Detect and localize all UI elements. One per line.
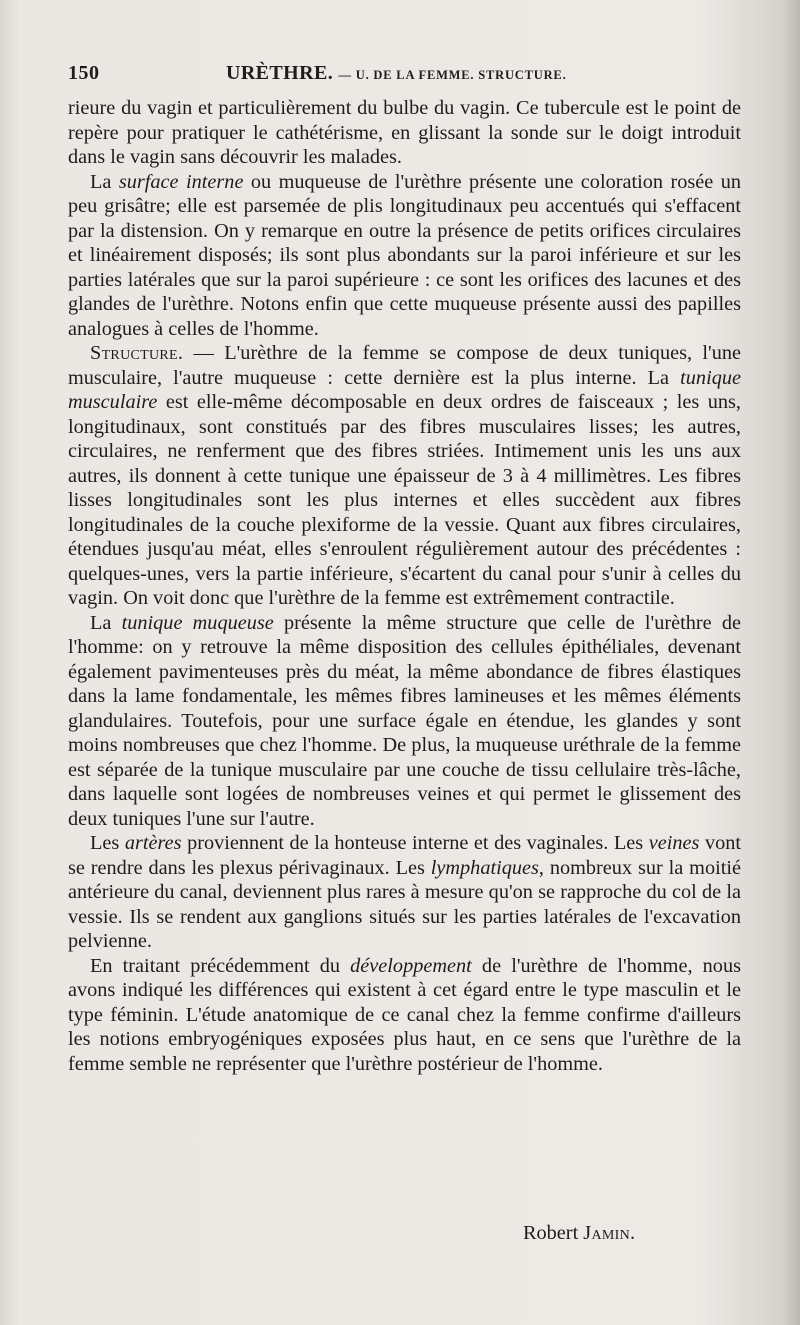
paragraph-lead: Les xyxy=(90,832,125,854)
page-edge-shadow xyxy=(782,0,800,1325)
body-text xyxy=(68,96,741,1076)
running-title xyxy=(226,62,567,85)
paragraph-structure xyxy=(68,341,741,611)
term-arteres: artères xyxy=(124,832,182,854)
term-veines: veines xyxy=(648,832,700,854)
paragraph-text: , nombreux sur la moitié antérieure du canal, deviennent plus rares à mesure qu'on se rapproche du col de la vessie. Ils se rendent aux ganglions situés sur les parties latérales de l'excavation pelvienne. xyxy=(68,856,741,952)
term-surface-interne: surface interne xyxy=(118,170,244,193)
term-tunique-musculaire: tunique musculaire xyxy=(68,366,741,413)
paragraph-lead: La xyxy=(90,611,122,634)
author-signature xyxy=(523,1222,743,1245)
paragraph-tunique-muqueuse xyxy=(68,611,741,832)
paragraph-text: ou muqueuse de l'urèthre présente une coloration rosée un peu grisâtre; elle est parsemée de plis longitudinaux peu accentués qui s'effacent par la distension. On y remarque en outre la présence de petits orifices circulaires et linéairement disposés; ils sont plus abondants sur la paroi inférieure et sur les parties latérales que sur la paroi supérieure : ce sont les orifices des lacunes et des glandes de l'urèthre. Notons enfin que cette muqueuse présente aussi des papilles analogues à celles de l'homme. xyxy=(68,170,741,340)
page-number: 150 xyxy=(68,62,100,84)
running-title-main: URÈTHRE. xyxy=(226,62,334,84)
term-lymphatiques: lymphatiques xyxy=(430,856,539,879)
paragraph-developpement xyxy=(68,954,741,1077)
term-developpement: développement xyxy=(350,954,472,977)
paragraph-text: est elle-même décomposable en deux ordres de faisceaux ; les uns, longitudinaux, sont constitués par des fibres musculaires lisses; les autres, circulaires, ne renferment que des fibres striées. Intimement unis les uns aux autres, ils donnent à cette tunique une épaisseur de 3 à 4 millimètres. Les fibres lisses longitudinales sont les plus internes et elles succèdent aux fibres longitudinales de la couche plexiforme de la vessie. Quant aux fibres circulaires, étendues jusqu'au méat, elles s'enroulent régulièrement autour des précédentes : quelques-unes, vers la partie inférieure, s'écartent du canal pour s'unir à celles du vagin. On voit donc que l'urèthre de la femme est extrêmement contractile. xyxy=(68,391,741,609)
paragraph-text: présente la même structure que celle de l'urèthre de l'homme: on y retrouve la même disposition des cellules épithéliales, devenant également pavimenteuses près du méat, la même abondance de fibres élastiques dans la lame fondamentale, les mêmes fibres lamineuses et les mêmes éléments glandulaires. Toutefois, pour une surface égale en étendue, les glandes y sont moins nombreuses que chez l'homme. De plus, la muqueuse uréthrale de la femme est séparée de la tunique musculaire par une couche de tissu cellulaire très-lâche, dans laquelle sont logées de nombreuses veines et qui permet le glissement des deux tuniques l'une sur l'autre. xyxy=(68,611,741,830)
section-label-structure: Structure. xyxy=(90,342,184,364)
author-first-name: Robert xyxy=(523,1222,579,1244)
paragraph-text: vont se rendre dans les plexus périvaginaux. Les xyxy=(68,832,741,879)
paragraph-text: proviennent de la honteuse interne et des vaginales. Les xyxy=(181,832,649,854)
paragraph-lead: La xyxy=(90,170,119,193)
running-header xyxy=(68,62,748,90)
paragraph-vaisseaux xyxy=(68,831,741,954)
paragraph-text: de l'urèthre de l'homme, nous avons indiqué les différences qui existent à cet égard entre le type masculin et le type féminin. L'étude anatomique de ce canal chez la femme confirme d'ailleurs les notions embryogéniques exposées plus haut, en ce sens que l'urèthre de la femme semble ne représenter que l'urèthre postérieur de l'homme. xyxy=(68,954,741,1075)
paragraph-text: — L'urèthre de la femme se compose de deux tuniques, l'une musculaire, l'autre muqueuse : cette dernière est la plus interne. La xyxy=(68,342,741,389)
paragraph-continuation: rieure du vagin et particulièrement du bulbe du vagin. Ce tubercule est le point de repère pour pratiquer le cathétérisme, en glissant la sonde sur le doigt introduit dans le vagin sans découvrir les malades. xyxy=(68,97,741,168)
running-title-sub: — U. DE LA FEMME. STRUCTURE. xyxy=(338,68,567,82)
author-last-name: Jamin. xyxy=(583,1222,636,1244)
term-tunique-muqueuse: tunique muqueuse xyxy=(121,611,274,634)
paragraph-surface-interne xyxy=(68,170,741,342)
paragraph-lead: En traitant précédemment du xyxy=(90,954,351,977)
